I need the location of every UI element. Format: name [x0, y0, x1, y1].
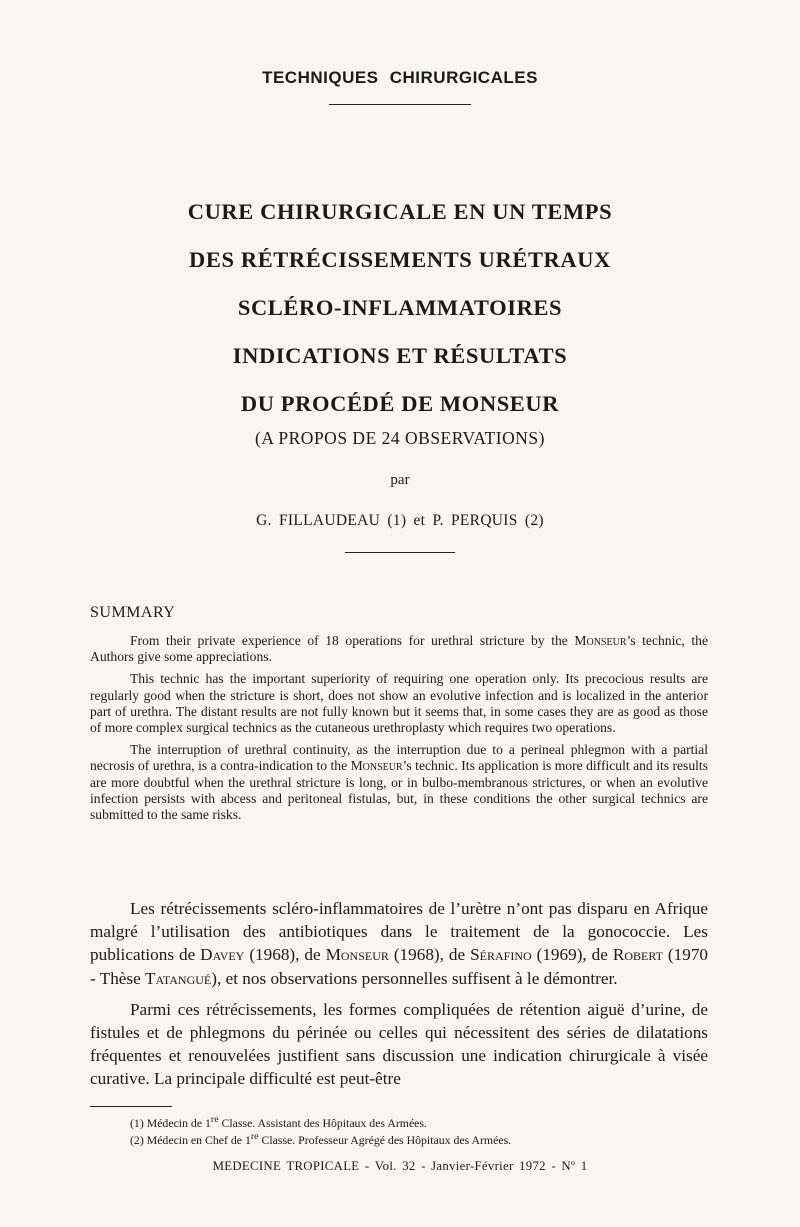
body-paragraph: [90, 897, 708, 990]
text-run: (1) Médecin de 1: [130, 1115, 211, 1130]
title-line: CURE CHIRURGICALE EN UN TEMPS: [187, 199, 613, 224]
text-run: (2) Médecin en Chef de 1: [130, 1132, 251, 1147]
page-footer: MEDECINE TROPICALE - Vol. 32 - Janvier-Février 1972 - Nº 1: [212, 1159, 588, 1173]
text-run: Classe. Professeur Agrégé des Hôpitaux des Armées.: [258, 1132, 512, 1147]
text-run: (1968), de: [244, 945, 326, 965]
text-run: Classe. Assistant des Hôpitaux des Armées.: [218, 1115, 427, 1130]
summary-text: [90, 633, 708, 829]
summary-heading: SUMMARY: [90, 604, 176, 621]
text-run: (1970 - Thèse: [90, 945, 709, 988]
superscript: re: [250, 1130, 259, 1142]
summary-paragraph: [90, 742, 708, 823]
title-line: INDICATIONS ET RÉSULTATS: [232, 343, 568, 368]
footnotes: [130, 1113, 690, 1147]
superscript: re: [210, 1114, 219, 1125]
section-underline: [329, 104, 471, 105]
author-name: Monseur: [574, 633, 627, 648]
authors: G. FILLAUDEAU (1) et P. PERQUIS (2): [256, 512, 544, 529]
body-paragraph: Parmi ces rétrécissements, les formes compliquées de rétention aiguë d’urine, de fistules et de phlegmons du périnée ou celles qui nécessitent des séries de dilatations fréquentes et renouvelées justifient sans discussion une indication chirurgicale à visée curative. La principale difficulté est peut-être: [90, 999, 708, 1089]
title-line: DES RÉTRÉCISSEMENTS URÉTRAUX: [189, 247, 611, 272]
footnote: [130, 1113, 690, 1130]
footnote: [130, 1130, 690, 1147]
summary-paragraph: [90, 633, 708, 665]
footnote-separator: [90, 1106, 172, 1107]
author-name: Robert: [612, 945, 663, 965]
text-run: ’s technic, the Authors give some appreciations.: [90, 633, 708, 665]
text-run: Les rétrécissements scléro-inflammatoires de l’urètre n’ont pas disparu en Afrique malgré l’utilisation des antibiotiques dans le traitement de la gonococcie. Les publications de: [90, 899, 708, 965]
author-name: Tatangué: [145, 968, 212, 988]
text-run: (1968), de: [388, 945, 471, 965]
section-heading: TECHNIQUES CHIRURGICALES: [262, 68, 538, 87]
author-name: Monseur: [350, 758, 403, 774]
article-subtitle: (A PROPOS DE 24 OBSERVATIONS): [255, 428, 545, 448]
title-separator: [345, 552, 455, 553]
text-run: From their private experience of 18 operations for urethral stricture by the: [130, 633, 575, 648]
text-run: (1969), de: [531, 945, 613, 965]
author-name: Sérafino: [470, 945, 532, 965]
summary-paragraph: This technic has the important superiority of requiring one operation only. Its precocious results are regularly good when the stricture is short, does not show an evolutive infection and is localized in the anterior part of urethra. The distant results are not fully known but it seems that, in some cases they are as good as those of more complex surgical technics as the cutaneous urethroplasty which requires two operations.: [90, 671, 708, 736]
text-run: ’s technic. Its application is more difficult and its results are more doubtful when the urethral stricture is long, or in bulbo-membranous strictures, or when an evolutive infection persists with abcess and peritoneal fistulas, but, in these conditions the other surgical technics are submitted to the same risks.: [90, 758, 708, 823]
text-run: ), et nos observations personnelles suffisent à le démontrer.: [211, 968, 618, 988]
article-title: [0, 192, 800, 432]
author-name: Davey: [200, 945, 245, 965]
body-text: [90, 897, 708, 1099]
author-name: Monseur: [325, 945, 389, 965]
title-line: SCLÉRO-INFLAMMATOIRES: [237, 295, 563, 320]
byline-word: par: [390, 472, 410, 488]
text-run: The interruption of urethral continuity, as the interruption due to a perineal phlegmon with a partial necrosis of urethra, is a contra-indication to the: [90, 742, 708, 774]
title-line: DU PROCÉDÉ DE MONSEUR: [240, 391, 560, 416]
